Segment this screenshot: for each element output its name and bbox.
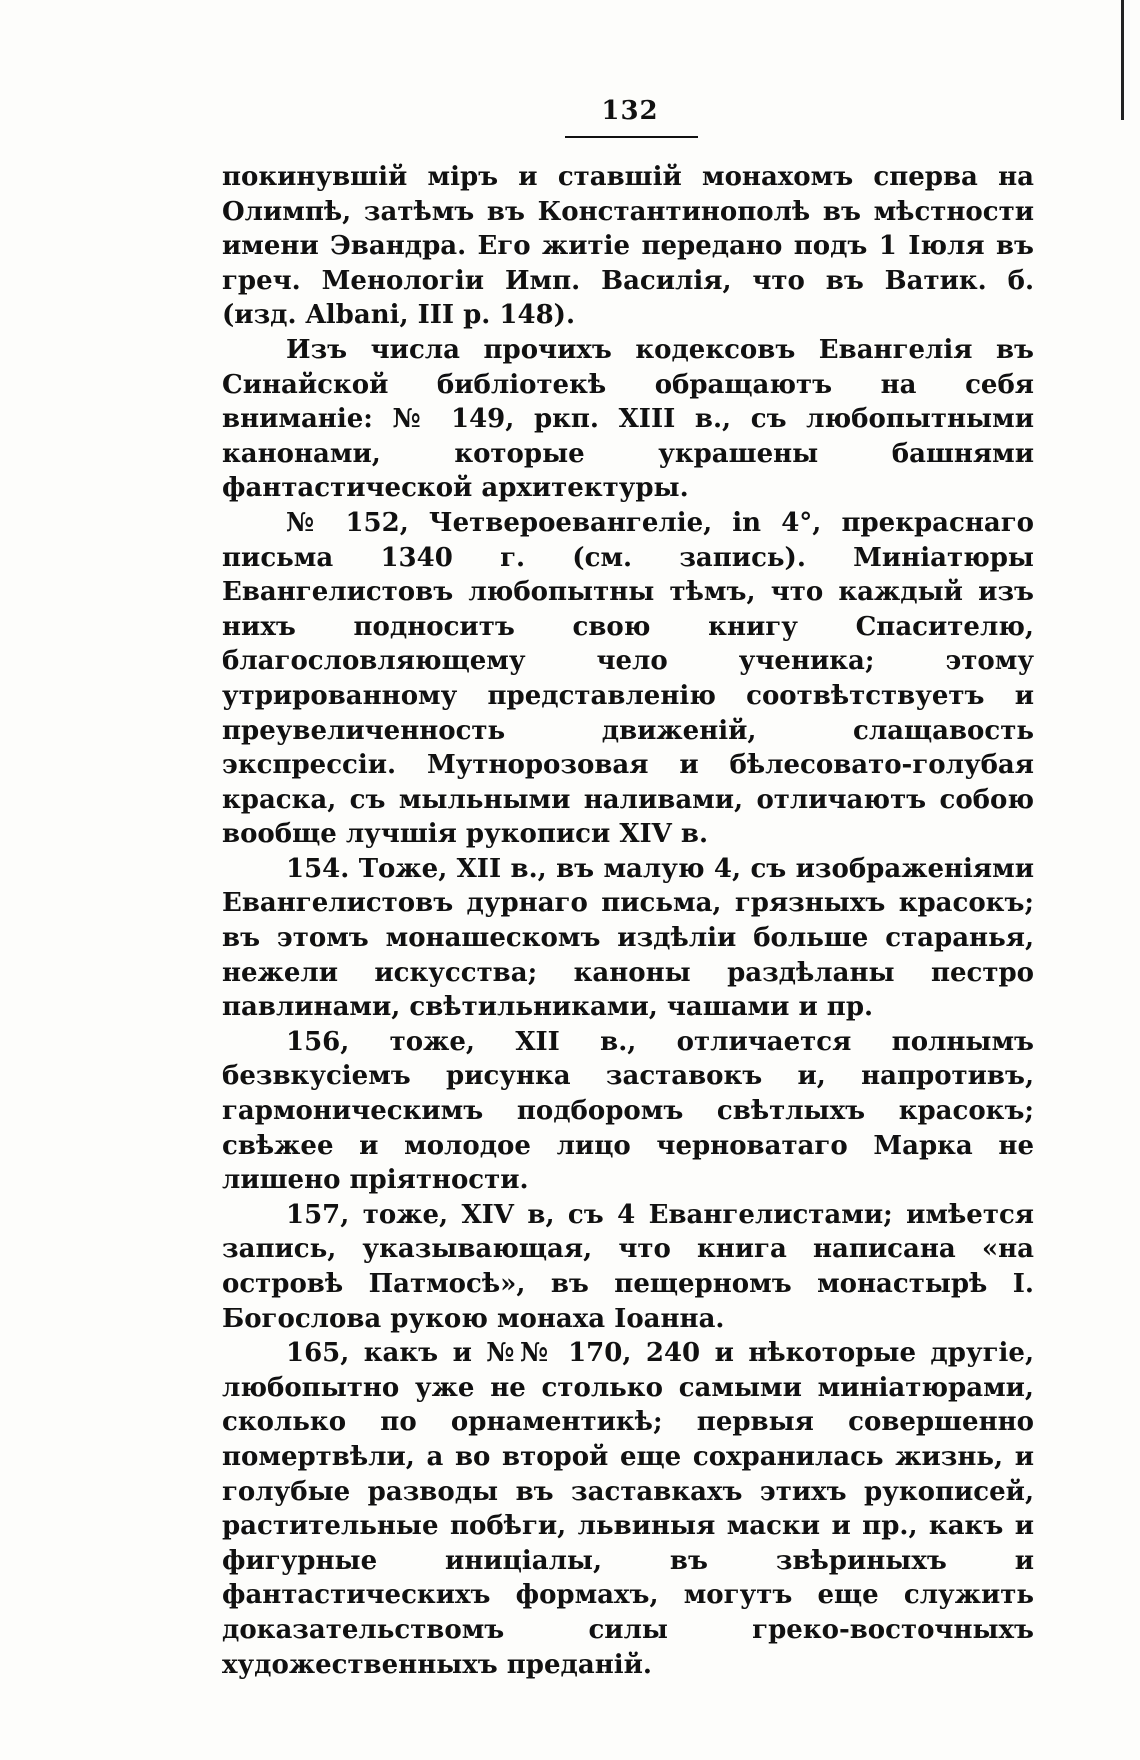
paragraph-3: № 152, Четвероевангеліе, in 4°, прекраснаго письма 1340 г. (см. запись). Миніатюры Евангелистовъ любопытны тѣмъ, что каждый изъ нихъ подноситъ свою книгу Спасителю, благословляющему чело ученика; этому утрированному представленію соотвѣтствуетъ и преувеличенность движеній, слащавость экспрессіи. Мутнорозовая и бѣлесовато-голубая краска, съ мыльными наливами, отличаютъ собою вообще лучшія рукописи XIV в. — [222, 507, 1034, 850]
paragraph-1: покинувшій міръ и ставшій монахомъ сперва на Олимпѣ, затѣмъ въ Константинополѣ въ мѣстности имени Эвандра. Его житіе передано подъ 1 Іюля въ греч. Менологіи Имп. Василія, что въ Ватик. б. (изд. Albani, III p. 148). — [222, 162, 1034, 331]
paragraph-6: 157, тоже, XIV в, съ 4 Евангелистами; имѣется запись, указывающая, что книга написана «на островѣ Патмосѣ», въ пещерномъ монастырѣ І. Богослова рукою монаха Іоанна. — [222, 1199, 1034, 1334]
paragraph-5: 156, тоже, XII в., отличается полнымъ безвкусіемъ рисунка заставокъ и, напротивъ, гармоническимъ подборомъ свѣтлыхъ красокъ; свѣжее и молодое лицо черноватаго Марка не лишено пріятности. — [222, 1026, 1034, 1196]
paragraph-4: 154. Тоже, XII в., въ малую 4, съ изображеніями Евангелистовъ дурнаго письма, грязныхъ красокъ; въ этомъ монашескомъ издѣліи больше старанья, нежели искусства; каноны раздѣланы пестро павлинами, свѣтильниками, чашами и пр. — [222, 853, 1034, 1023]
page-number: 132 — [601, 96, 659, 126]
scan-edge-line — [1121, 0, 1124, 120]
body-text — [222, 160, 1034, 1682]
page-number-underline — [565, 136, 698, 138]
paragraph-7: 165, какъ и №№ 170, 240 и нѣкоторые другіе, любопытно уже не столько самыми миніатюрами, сколько по орнаментикѣ; первыя совершенно помертвѣли, а во второй еще сохранилась жизнь, и голубые разводы въ заставкахъ этихъ рукописей, растительные побѣги, львиныя маски и пр., какъ и фигурные иниціалы, въ звѣриныхъ и фантастическихъ формахъ, могутъ еще служить доказательствомъ силы греко-восточныхъ художественныхъ преданій. — [222, 1338, 1034, 1680]
paragraph-2: Изъ числа прочихъ кодексовъ Евангелія въ Синайской библіотекѣ обращаютъ на себя вниманіе: № 149, ркп. XIII в., съ любопытными канонами, которые украшены башнями фантастической архитектуры. — [222, 334, 1034, 504]
